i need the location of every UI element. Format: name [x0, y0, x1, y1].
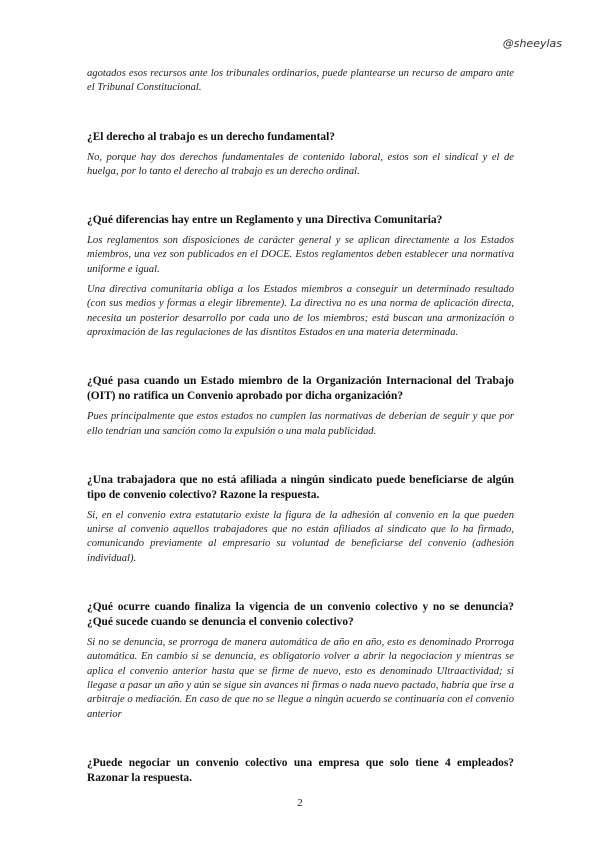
answer-1: No, porque hay dos derechos fundamentales de contenido laboral, estos son el sindical y el de huelga, por lo tanto el derecho al trabajo es un derecho ordinal.	[87, 151, 514, 177]
author-watermark: @sheeylas	[502, 37, 562, 50]
qa-section-6	[87, 756, 514, 786]
question-6: ¿Puede negociar un convenio colectivo una empresa que solo tiene 4 empleados? Razonar la respuesta.	[87, 756, 514, 784]
answer-2a: Los reglamentos son disposiciones de carácter general y se aplican directamente a los Estados miembros, una vez son publicados en el DOCE. Estos reglamentos deben establecer una normativa uniforme e igual.	[87, 235, 514, 275]
question-4: ¿Una trabajadora que no está afiliada a ningún sindicato puede beneficiarse de algún tipo de convenio colectivo? Razone la respuesta.	[87, 473, 514, 501]
question-2: ¿Qué diferencias hay entre un Reglamento y una Directiva Comunitaria?	[87, 214, 443, 227]
page-number: 2	[297, 797, 303, 809]
qa-section-4	[87, 473, 514, 566]
answer-3: Pues principalmente que estos estados no cumplen las normativas de deberían de seguir y que por ello tendrían una sanción como la expulsión o una mala publicidad.	[87, 411, 514, 437]
qa-section-5	[87, 600, 514, 722]
answer-2b: Una directiva comunitaria obliga a los Estados miembros a conseguir un determinado resultado (con sus medios y formas a elegir libremente). La directiva no es una norma de aplicación directa, necesita un posterior desarrollo por cada uno de los miembros; está buscan una armonización o aproximación de las regulaciones de las disntitos Estados en una materia determinada.	[87, 284, 514, 338]
question-3: ¿Qué pasa cuando un Estado miembro de la Organización Internacional del Trabajo (OIT) no ratifica un Convenio aprobado por dicha organización?	[87, 375, 514, 403]
qa-section-2	[87, 213, 514, 340]
answer-5: Si no se denuncia, se prorroga de manera automática de año en año, esto es denominado Prorroga automática. En cambio si se denuncia, es obligatorio volver a abrir la negociacion y mientras se aplica el convenio anterior hasta que se firme de nuevo, esto es denominado Ultraactividad; si llegase a pasar un año y aún se sigue sin avances ni firmas o nada nuevo pactado, habría que irse a arbitraje o mediación. En caso de que no se llegue a ningún acuerdo se continuaría con el convenio anterior	[87, 637, 514, 720]
answer-4: Si, en el convenio extra estatutario existe la figura de la adhesión al convenio en la que pueden unirse al convenio aquellos trabajadores que no están afiliados al sindicato que lo ha firmado, comunicando previamente al empresario su voluntad de beneficiarse del convenio (adhesión individual).	[87, 509, 514, 564]
page-content	[87, 67, 514, 792]
question-1: ¿El derecho al trabajo es un derecho fundamental?	[87, 130, 335, 143]
qa-section-3	[87, 374, 514, 439]
qa-section-1	[87, 130, 514, 180]
intro-paragraph: agotados esos recursos ante los tribunales ordinarios, puede plantearse un recurso de amparo ante el Tribunal Constitucional.	[87, 68, 514, 94]
question-5: ¿Qué ocurre cuando finaliza la vigencia de un convenio colectivo y no se denuncia? ¿Qué sucede cuando se denuncia el convenio colectivo?	[87, 601, 514, 629]
